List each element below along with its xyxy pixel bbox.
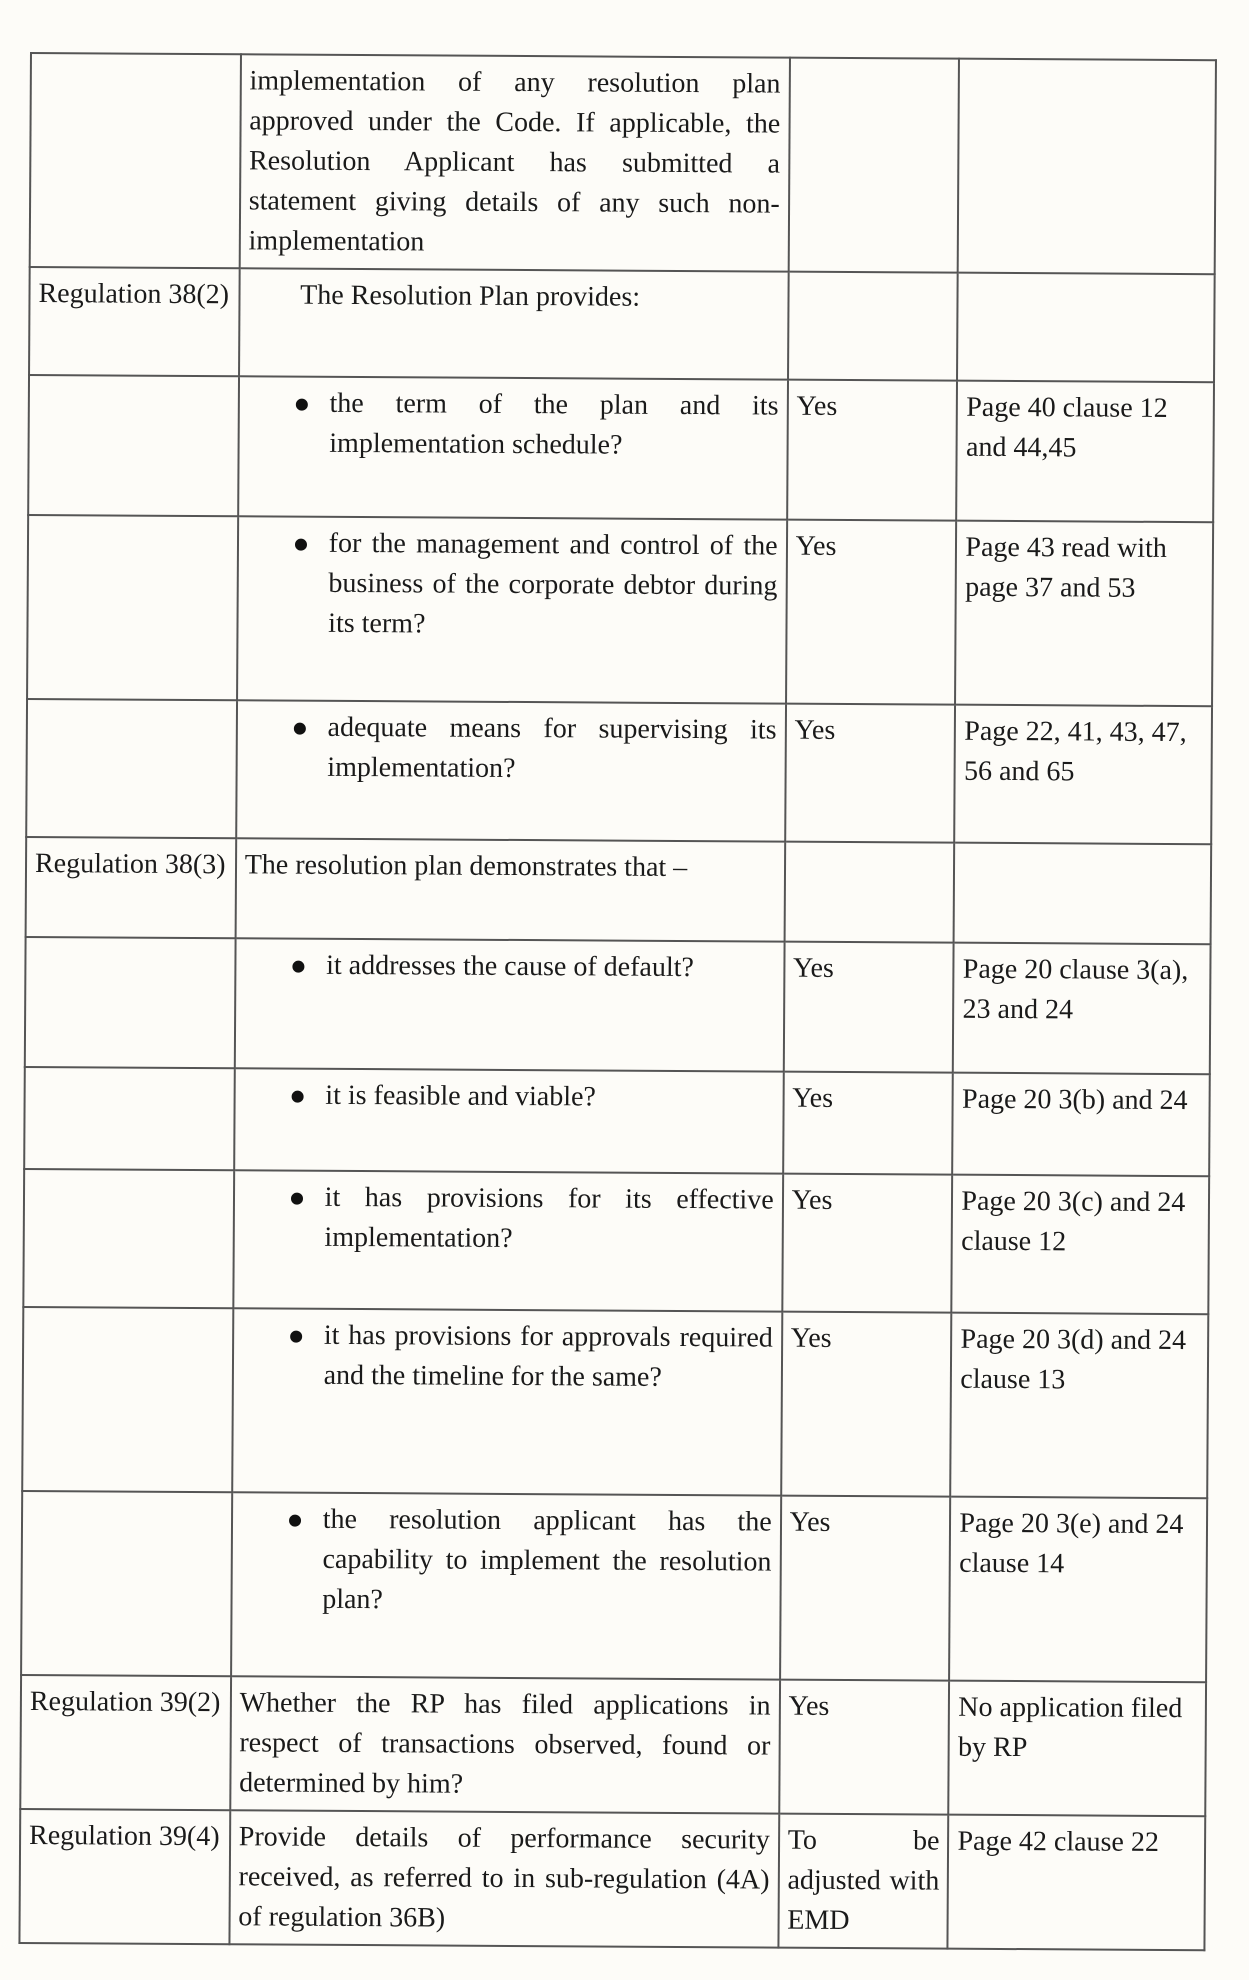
bullet-text: it addresses the cause of default?: [326, 949, 694, 984]
description-cell: [234, 1068, 784, 1173]
description-cell: [238, 376, 788, 519]
regulation-cell: [26, 699, 237, 838]
table-row: [19, 1809, 1205, 1950]
reference-cell: Page 40 clause 12 and 44,45: [957, 381, 1214, 523]
reference-cell: Page 20 clause 3(a), 23 and 24: [953, 943, 1210, 1075]
regulation-cell: [24, 1067, 234, 1170]
regulation-cell: [28, 375, 239, 516]
description-cell: [239, 268, 789, 379]
bullet-icon: [296, 399, 308, 411]
regulation-cell: Regulation 38(3): [26, 837, 236, 938]
reference-cell: [958, 59, 1216, 275]
answer-cell: Yes: [783, 1072, 953, 1175]
bullet-icon: [291, 1193, 303, 1205]
table-row: [22, 1307, 1208, 1498]
bullet-icon: [291, 1091, 303, 1103]
description-cell: [235, 938, 785, 1071]
reference-cell: Page 20 3(d) and 24 clause 13: [951, 1313, 1209, 1499]
bullet-text: for the management and control of the business of the corporate debtor during its term?: [328, 527, 778, 640]
bullet-icon: [295, 539, 307, 551]
answer-cell: Yes: [787, 380, 958, 521]
answer-cell: Yes: [782, 1174, 953, 1313]
reference-cell: Page 20 3(b) and 24: [953, 1073, 1210, 1177]
compliance-table: [18, 52, 1217, 1951]
regulation-cell: Regulation 39(4): [19, 1809, 230, 1944]
table-row: [23, 1169, 1209, 1314]
answer-cell: Yes: [786, 520, 957, 705]
bullet-text: the term of the plan and its implementation schedule?: [329, 387, 779, 461]
description-cell: [237, 516, 787, 703]
reference-cell: [957, 273, 1214, 383]
answer-cell: Yes: [781, 1312, 952, 1497]
description-cell: [232, 1308, 782, 1495]
table-row: [26, 699, 1212, 844]
bullet-text: adequate means for supervising its implementation?: [327, 711, 777, 784]
description-cell: Provide details of performance security received, as referred to in sub-regulation (4A) of regulation 36B): [229, 1810, 779, 1947]
table-row: [21, 1491, 1207, 1682]
bullet-text: it has provisions for approvals required and the timeline for the same?: [323, 1319, 773, 1393]
table-row: [27, 515, 1213, 706]
bullet-text: the resolution applicant has the capability to implement the resolution plan?: [322, 1503, 772, 1616]
bullet-text: it is feasible and viable?: [325, 1079, 597, 1113]
description-cell: [231, 1492, 781, 1679]
table-row: [28, 375, 1214, 522]
description-cell: [236, 700, 786, 841]
answer-cell: Yes: [779, 1680, 950, 1815]
answer-cell: Yes: [780, 1496, 951, 1681]
answer-cell: Yes: [783, 942, 954, 1073]
table-row: [25, 937, 1211, 1074]
description-cell: implementation of any resolution plan approved under the Code. If applicable, the Resolution Applicant has submitted a statement giving details of any such non-implementation: [239, 54, 789, 271]
regulation-cell: Regulation 38(2): [29, 267, 239, 376]
bullet-text: it has provisions for its effective implementation?: [324, 1181, 774, 1254]
bullet-icon: [289, 1515, 301, 1527]
section-heading: The Resolution Plan provides:: [300, 279, 641, 313]
bullet-icon: [292, 961, 304, 973]
table-row: [29, 267, 1215, 382]
description-cell: Whether the RP has filed applications in respect of transactions observed, found or determined by him?: [230, 1676, 780, 1813]
reference-cell: Page 43 read with page 37 and 53: [955, 521, 1213, 707]
reference-cell: Page 20 3(c) and 24 clause 12: [952, 1175, 1209, 1315]
description-cell: [233, 1170, 783, 1311]
bullet-icon: [290, 1331, 302, 1343]
regulation-cell: [21, 1491, 232, 1676]
answer-cell: To be adjusted with EMD: [778, 1814, 949, 1949]
table-row: [26, 837, 1212, 944]
regulation-cell: [22, 1307, 233, 1492]
table-row: [20, 1675, 1206, 1816]
reference-cell: Page 22, 41, 43, 47, 56 and 65: [955, 705, 1212, 845]
answer-cell: [784, 842, 954, 943]
regulation-cell: Regulation 39(2): [20, 1675, 231, 1810]
reference-cell: No application filed by RP: [949, 1681, 1206, 1817]
answer-cell: Yes: [785, 704, 956, 843]
bullet-icon: [294, 723, 306, 735]
reference-cell: [954, 843, 1211, 945]
regulation-cell: [23, 1169, 234, 1308]
regulation-cell: [25, 937, 236, 1068]
answer-cell: [788, 272, 958, 381]
reference-cell: Page 20 3(e) and 24 clause 14: [950, 1497, 1208, 1683]
answer-cell: [788, 58, 959, 273]
table-row: [24, 1067, 1210, 1176]
description-cell: The resolution plan demonstrates that –: [235, 838, 785, 941]
regulation-cell: [30, 53, 241, 268]
reference-cell: Page 42 clause 22: [948, 1815, 1205, 1951]
regulation-cell: [27, 515, 238, 700]
table-row: [30, 53, 1216, 274]
